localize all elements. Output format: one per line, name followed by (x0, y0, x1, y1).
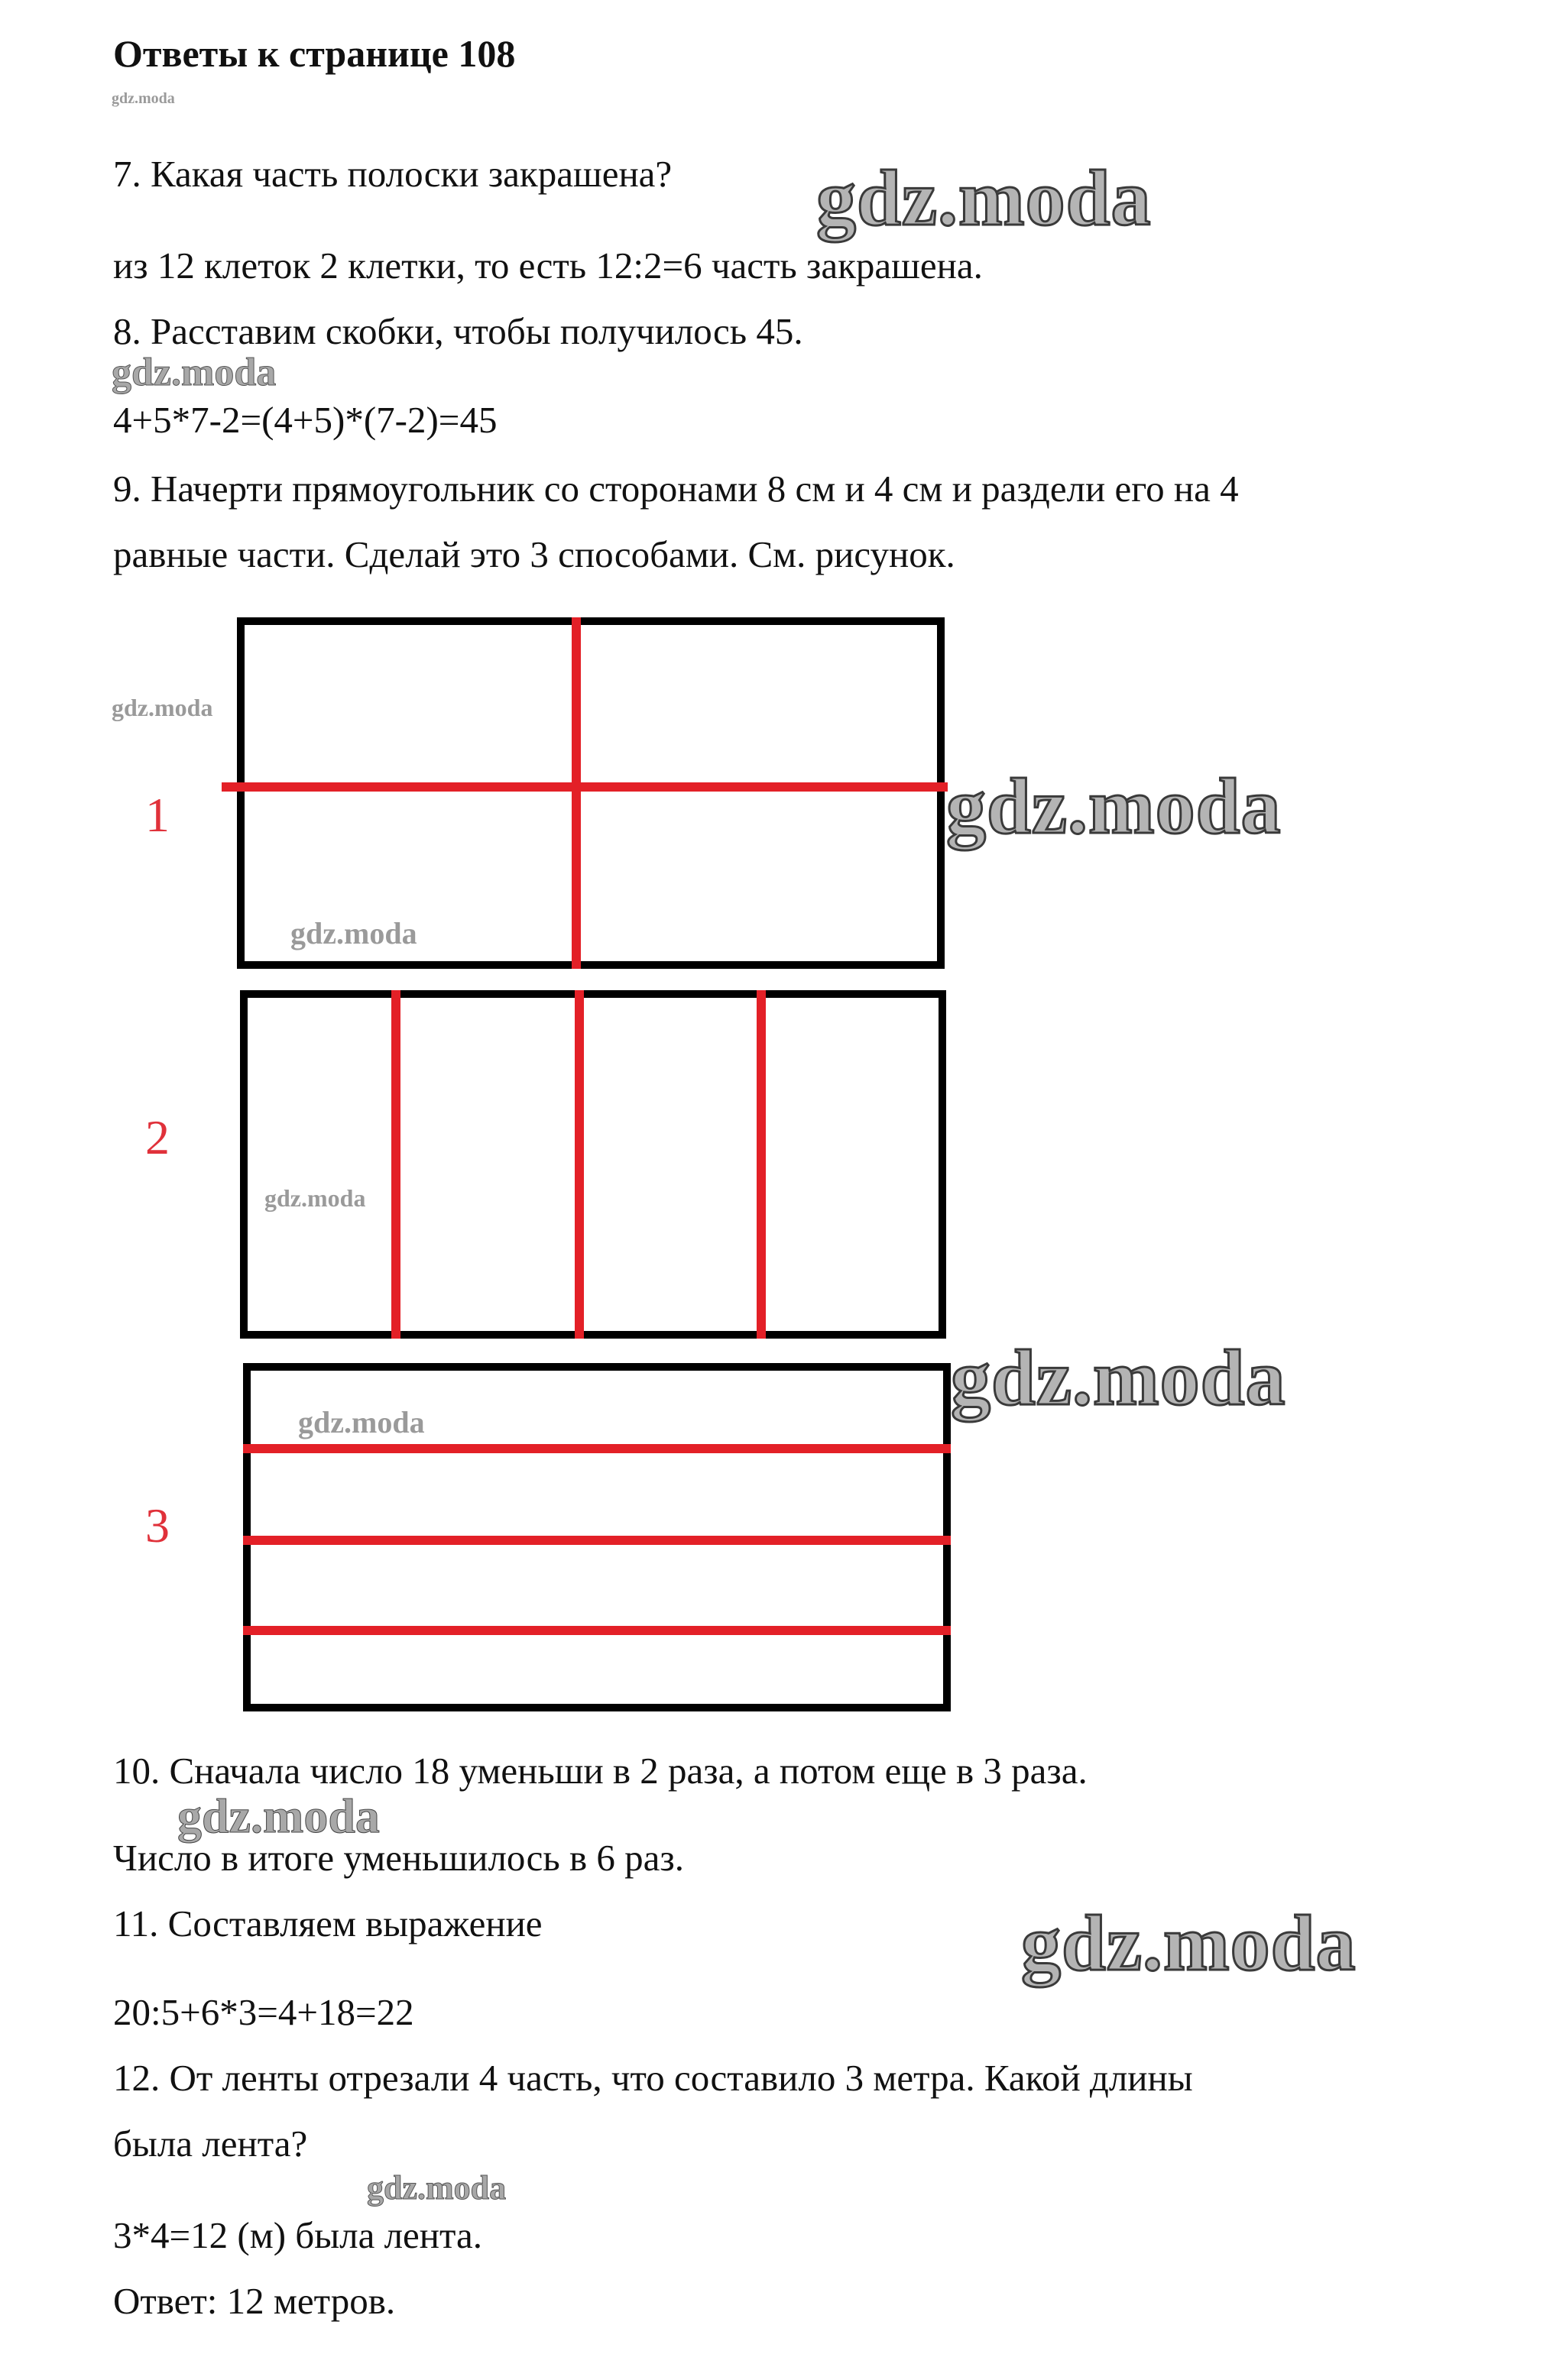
horizontal-divider-line (243, 1536, 951, 1545)
vertical-divider-line (572, 617, 581, 969)
task-8-question: 8. Расставим скобки, чтобы получилось 45. (113, 310, 803, 352)
task-12-question-line-2: была лента? (113, 2123, 308, 2165)
horizontal-divider-line (243, 1444, 951, 1453)
watermark: gdz.moda (112, 90, 175, 107)
task-12-question-line-1: 12. От ленты отрезали 4 часть, что составило 3 метра. Какой длины (113, 2057, 1193, 2099)
task-10-answer: Число в итоге уменьшилось в 6 раз. (113, 1837, 684, 1879)
task-8-answer: 4+5*7-2=(4+5)*(7-2)=45 (113, 399, 498, 441)
watermark: gdz.moda (177, 1789, 380, 1843)
page-title: Ответы к странице 108 (113, 32, 516, 75)
horizontal-divider-line (243, 1626, 951, 1635)
watermark: gdz.moda (264, 1184, 366, 1212)
vertical-divider-line (757, 990, 766, 1339)
figure-label-2: 2 (145, 1110, 170, 1164)
rectangle-method-2 (240, 990, 946, 1339)
task-9-question-line-1: 9. Начерти прямоугольник со сторонами 8 см и 4 см и раздели его на 4 (113, 468, 1239, 510)
watermark: gdz.moda (112, 694, 213, 721)
watermark: gdz.moda (816, 154, 1152, 242)
watermark: gdz.moda (290, 916, 417, 950)
task-11-answer: 20:5+6*3=4+18=22 (113, 1991, 414, 2033)
vertical-divider-line (391, 990, 400, 1339)
watermark: gdz.moda (946, 763, 1282, 850)
task-12-answer: 3*4=12 (м) была лента. (113, 2214, 483, 2256)
task-7-answer: из 12 клеток 2 клетки, то есть 12:2=6 часть закрашена. (113, 244, 983, 287)
horizontal-divider-line (222, 782, 948, 792)
watermark: gdz.moda (367, 2169, 507, 2207)
task-9-question-line-2: равные части. Сделай это 3 способами. См. рисунок. (113, 533, 955, 575)
watermark: gdz.moda (951, 1334, 1286, 1422)
task-11-question: 11. Составляем выражение (113, 1902, 543, 1944)
figure-label-3: 3 (145, 1498, 170, 1553)
watermark: gdz.moda (298, 1405, 425, 1439)
task-10-question: 10. Сначала число 18 уменьши в 2 раза, а потом еще в 3 раза. (113, 1750, 1088, 1792)
final-answer: Ответ: 12 метров. (113, 2280, 396, 2322)
figure-label-1: 1 (145, 788, 170, 842)
watermark: gdz.moda (1021, 1899, 1357, 1987)
vertical-divider-line (575, 990, 584, 1339)
task-7-question: 7. Какая часть полоски закрашена? (113, 153, 673, 195)
watermark: gdz.moda (112, 351, 277, 394)
